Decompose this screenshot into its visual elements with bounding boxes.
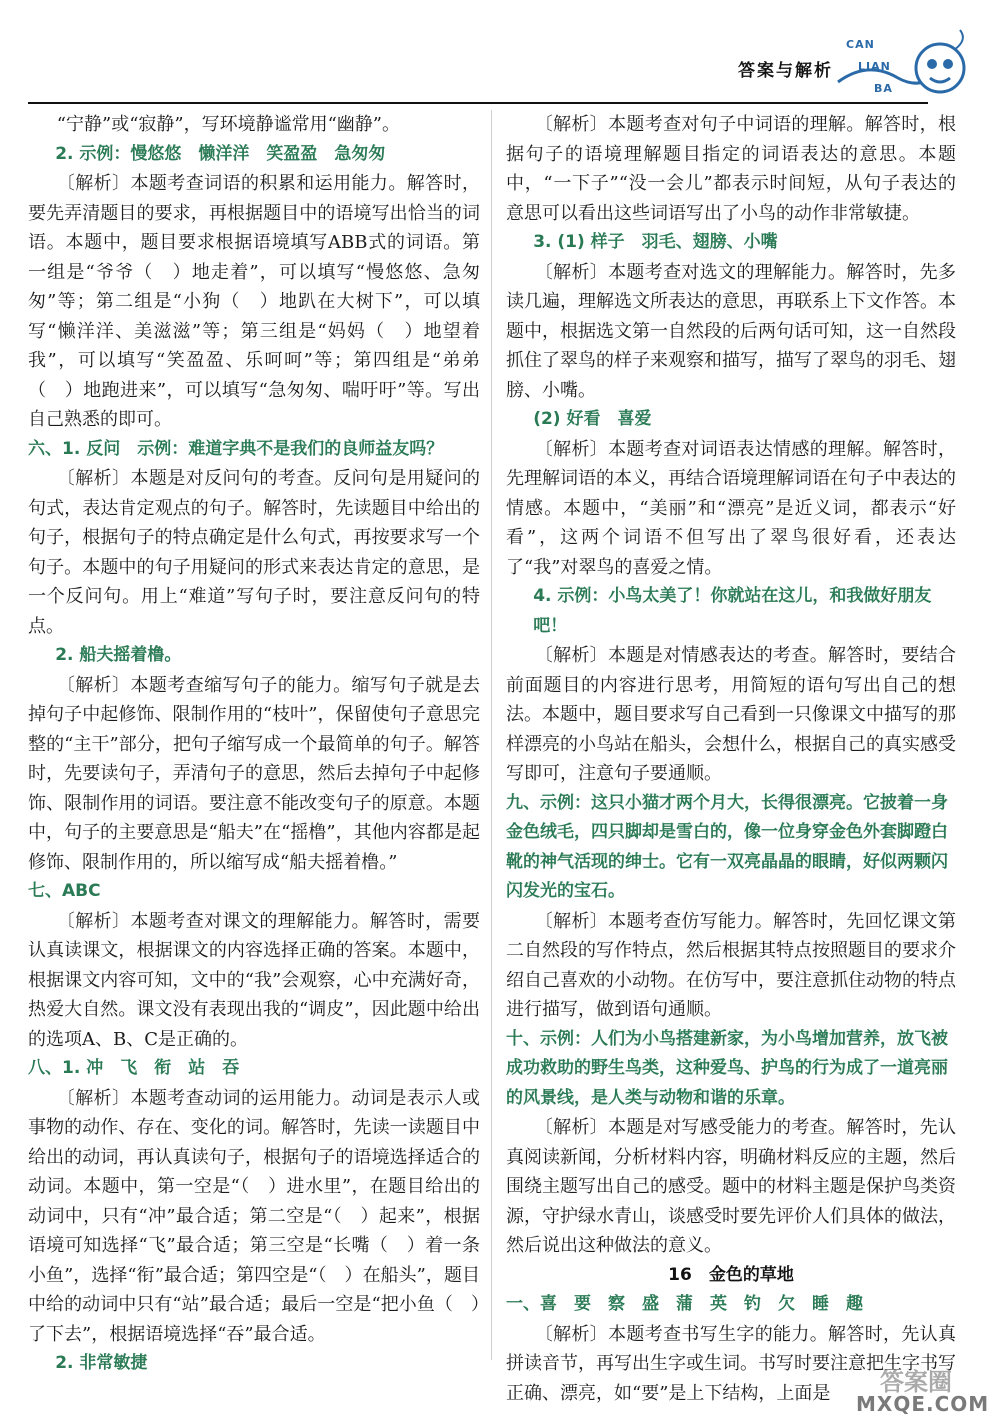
answer-line: 4. 示例：小鸟太美了！你就站在这儿，和我做好朋友吧！ [533, 586, 932, 636]
answer-line: 3. (1) 样子 羽毛、翅膀、小嘴 [533, 232, 778, 252]
explanation-paragraph: 〔解析〕本题考查书写生字的能力。解答时，先认真拼读音节，再写出生字或生词。书写时要注意把生字书写正确、漂亮，如“要”是上下结构，上面是 [506, 1323, 956, 1404]
section-answer: 九、示例：这只小猫才两个月大，长得很漂亮。它披着一身金色绒毛，四只脚却是雪白的，像一位身穿金色外套脚蹬白靴的神气活现的绅士。它有一双亮晶晶的眼睛，好似两颗闪闪发光的宝石。 [506, 792, 948, 901]
explanation-paragraph: 〔解析〕本题考查对句子中词语的理解。解答时，根据句子的语境理解题目指定的词语表达的意思。本题中，“一下子”“没一会儿”都表示时间短，从句子表达的意思可以看出这些词语写出了小鸟的动作非常敏捷。 [506, 114, 956, 224]
header-rule [28, 102, 928, 104]
lesson-title: 16 金色的草地 [668, 1264, 794, 1285]
logo-mascot-icon [828, 20, 978, 120]
explanation-paragraph: “宁静”或“寂静”，写环境静谧常用“幽静”。 [56, 114, 401, 135]
explanation-paragraph: 〔解析〕本题考查对选文的理解能力。解答时，先多读几遍，理解选文所表达的意思，再联系上下文作答。本题中，根据选文第一自然段的后两句话可知，这一自然段抓住了翠鸟的样子来观察和描写，描写了翠鸟的羽毛、翅膀、小嘴。 [506, 261, 956, 401]
answer-line: 2. 非常敏捷 [55, 1353, 148, 1373]
explanation-paragraph: 〔解析〕本题考查词语的积累和运用能力。解答时，要先弄清题目的要求，再根据题目中的语境写出恰当的词语。本题中，题目要求根据语境填写ABB式的词语。第一组是“爷爷（ ）地走着”，可以填写“慢悠悠、急匆匆”等；第二组是“小狗（ ）地趴在大树下”，可以填写“懒洋洋、美滋滋”等；第三组是“妈妈（ ）地望着我”，可以填写“笑盈盈、乐呵呵”等；第四组是“弟弟（ ）地跑进来”，可以填写“急匆匆、喘吁吁”等。写出自己熟悉的即可。 [28, 173, 480, 430]
explanation-paragraph: 〔解析〕本题是对反问句的考查。反问句是用疑问的句式，表达肯定观点的句子。解答时，先读题目中给出的句子，根据句子的特点确定是什么句式，再按要求写一个句子。本题中的句子用疑问的形式来表达肯定的意思，是一个反问句。用上“难道”写句子时，要注意反问句的特点。 [28, 468, 480, 637]
explanation-paragraph: 〔解析〕本题考查动词的运用能力。动词是表示人或事物的动作、存在、变化的词。解答时，先读一读题目中给出的动词，再认真读句子，根据句子的语境选择适合的动词。本题中，第一空是“（ ）进水里”，在题目给出的动词中，只有“冲”最合适；第二空是“（ ）起来”，根据语境可知选择“飞”最合适；第三空是“长嘴（ ）着一条小鱼”，选择“衔”最合适；第四空是“（ ）在船头”，题目中给的动词中只有“站”最合适；最后一空是“把小鱼（ ）了下去”，根据语境选择“吞”最合适。 [28, 1087, 480, 1345]
section-answer: 七、ABC [28, 881, 101, 901]
column-divider [491, 110, 492, 1360]
page-header [0, 0, 1000, 118]
logo-text-lian: LIAN [858, 60, 891, 73]
section-answer: 八、1. 冲 飞 衔 站 吞 [28, 1058, 240, 1078]
logo-text-ba: BA [874, 82, 893, 95]
header-title: 答案与解析 [738, 61, 833, 81]
section-answer: 一、喜 要 察 盛 蒲 英 钓 欠 睡 趣 [506, 1294, 863, 1314]
explanation-paragraph: 〔解析〕本题考查对课文的理解能力。解答时，需要认真读课文，根据课文的内容选择正确的答案。本题中，根据课文内容可知，文中的“我”会观察，心中充满好奇，热爱大自然。课文没有表现出我的“调皮”，因此题中给出的选项A、B、C是正确的。 [28, 910, 480, 1050]
right-column [506, 110, 956, 1408]
explanation-paragraph: 〔解析〕本题是对写感受能力的考查。解答时，先认真阅读新闻，分析材料内容，明确材料反应的主题，然后围绕主题写出自己的感受。题中的材料主题是保护鸟类资源，守护绿水青山，谈感受时要先评价人们具体的做法，然后说出这种做法的意义。 [506, 1117, 956, 1256]
explanation-paragraph: 〔解析〕本题是对情感表达的考查。解答时，要结合前面题目的内容进行思考，用简短的语句写出自己的想法。本题中，题目要求写自己看到一只像课文中描写的那样漂亮的小鸟站在船头，会想什么，根据自己的真实感受写即可，注意句子要通顺。 [506, 645, 956, 784]
explanation-paragraph: 〔解析〕本题考查对词语表达情感的理解。解答时，先理解词语的本义，再结合语境理解词语在句子中表达的情感。本题中，“美丽”和“漂亮”是近义词，都表示“好看”，这两个词语不但写出了翠鸟很好看，还表达了“我”对翠鸟的喜爱之情。 [506, 438, 956, 578]
section-answer: 十、示例：人们为小鸟搭建新家，为小鸟增加营养，放飞被成功救助的野生鸟类，这种爱鸟、护鸟的行为成了一道亮丽的风景线，是人类与动物和谐的乐章。 [506, 1028, 948, 1108]
answer-line: 2. 船夫摇着橹。 [55, 645, 182, 665]
canlianba-logo [828, 20, 978, 120]
explanation-paragraph: 〔解析〕本题考查仿写能力。解答时，先回忆课文第二自然段的写作特点，然后根据其特点按照题目的要求介绍自己喜欢的小动物。在仿写中，要注意抓住动物的特点进行描写，做到语句通顺。 [506, 910, 956, 1020]
watermark-site: MXQE.COM [856, 1392, 990, 1416]
left-column [28, 110, 480, 1379]
explanation-paragraph: 〔解析〕本题考查缩写句子的能力。缩写句子就是去掉句子中起修饰、限制作用的“枝叶”，保留使句子意思完整的“主干”部分，把句子缩写成一个最简单的句子。解答时，先要读句子，弄清句子的意思，然后去掉句子中起修饰、限制作用的词语。要注意不能改变句子的原意。本题中，句子的主要意思是“船夫”在“摇橹”，其他内容都是起修饰、限制作用的，所以缩写成“船夫摇着橹。” [28, 674, 480, 873]
answer-line: 2. 示例：慢悠悠 懒洋洋 笑盈盈 急匆匆 [55, 143, 386, 164]
watermark-cn: 答案圈 [880, 1368, 952, 1396]
logo-text-can: CAN [846, 38, 875, 51]
section-answer: 六、1. 反问 示例：难道字典不是我们的良师益友吗？ [28, 438, 444, 459]
answer-line: (2) 好看 喜爱 [533, 409, 652, 429]
